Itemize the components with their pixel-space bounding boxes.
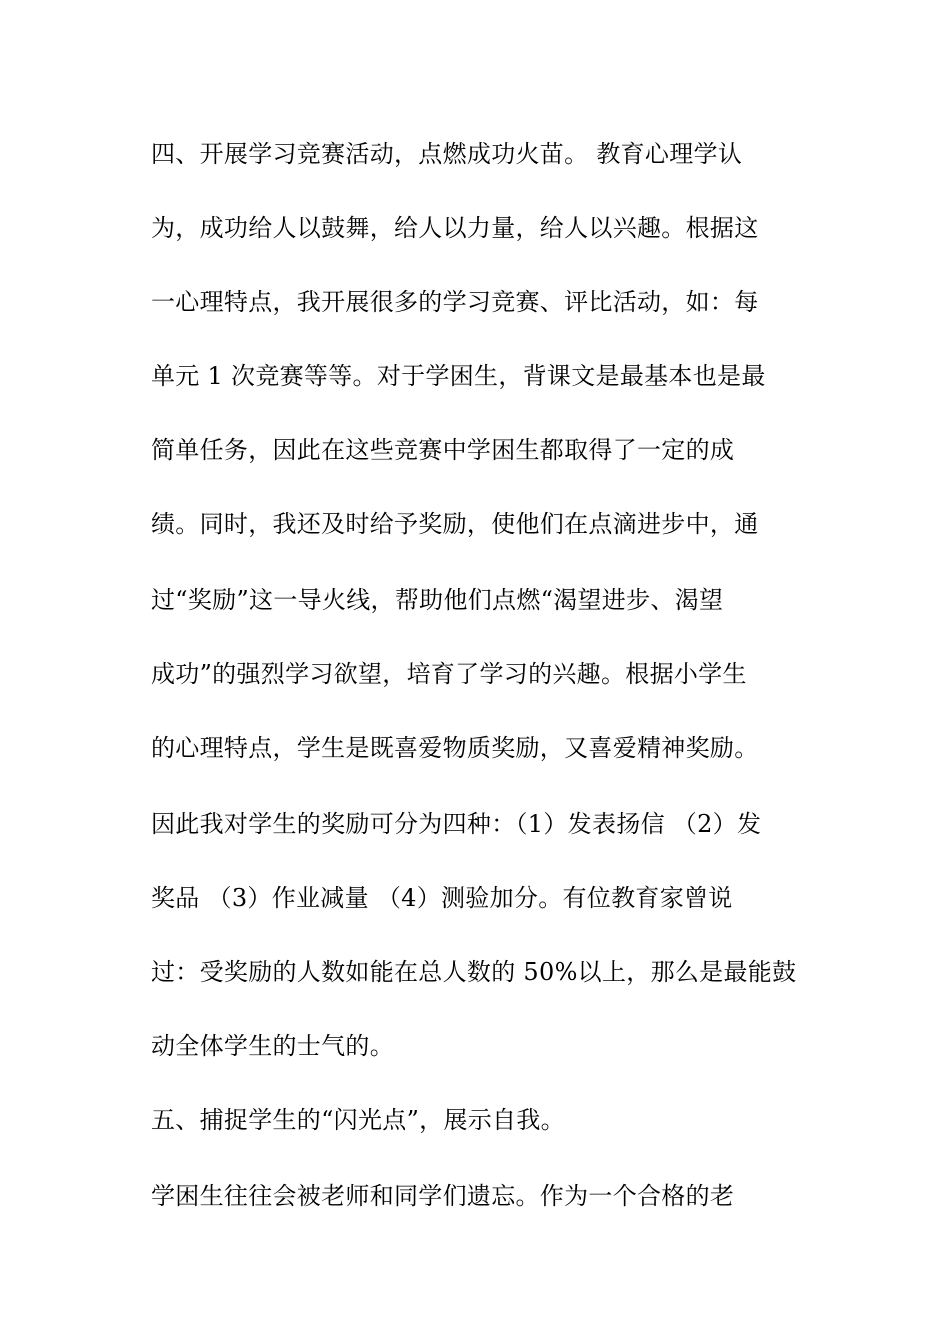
text-line: 绩。同时，我还及时给予奖励，使他们在点滴进步中，通 — [151, 510, 759, 538]
text-line: 奖品 （3）作业减量 （4）测验加分。有位教育家曾说 — [151, 884, 733, 912]
text-line: 因此我对学生的奖励可分为四种：（1）发表扬信 （2）发 — [151, 810, 762, 838]
text-line: 的心理特点，学生是既喜爱物质奖励，又喜爱精神奖励。 — [151, 734, 759, 762]
text-line: 为，成功给人以鼓舞，给人以力量，给人以兴趣。根据这 — [151, 214, 759, 242]
text-line: 过：受奖励的人数如能在总人数的 50%以上，那么是最能鼓 — [151, 958, 797, 986]
text-line: 学困生往往会被老师和同学们遗忘。作为一个合格的老 — [151, 1182, 735, 1210]
text-line: 简单任务，因此在这些竞赛中学困生都取得了一定的成 — [151, 436, 735, 464]
text-line: 动全体学生的士气的。 — [151, 1032, 394, 1060]
text-line: 单元 1 次竞赛等等。对于学困生，背课文是最基本也是最 — [151, 362, 766, 390]
section-heading: 五、捕捉学生的“闪光点”，展示自我。 — [151, 1106, 565, 1134]
text-line: 过“奖励”这一导火线，帮助他们点燃“渴望进步、渴望 — [151, 586, 724, 614]
text-line: 四、开展学习竞赛活动，点燃成功火苗。 教育心理学认 — [151, 140, 743, 168]
text-line: 成功”的强烈学习欲望，培育了学习的兴趣。根据小学生 — [151, 660, 747, 688]
text-line: 一心理特点，我开展很多的学习竞赛、评比活动，如：每 — [151, 288, 759, 316]
